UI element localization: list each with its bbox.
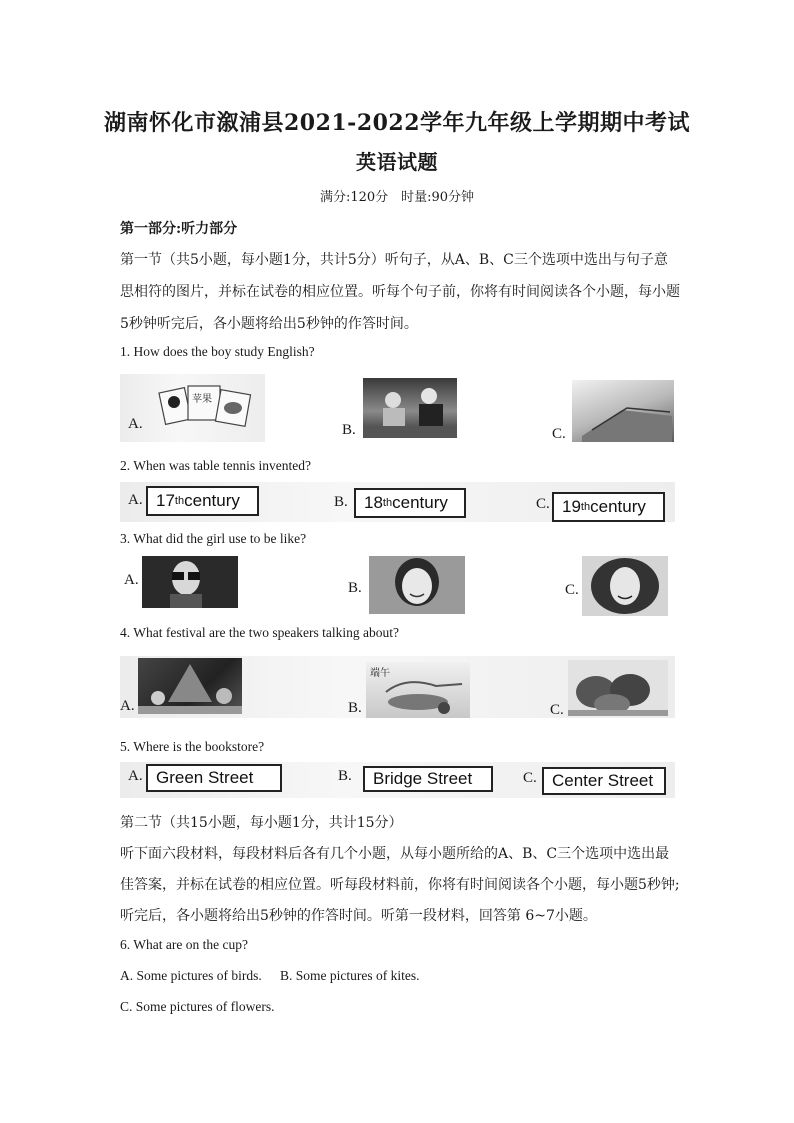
flashcard-word: 苹果 — [192, 394, 212, 405]
girl-short-hair-photo[interactable] — [369, 556, 465, 614]
question-1-options — [120, 372, 675, 444]
question-1: 1. How does the boy study English? — [120, 344, 315, 359]
section2-line-2: 听下面六段材料，每段材料后各有几个小题，从每小题所给的A、B、C三个选项中选出最 — [120, 846, 670, 862]
q2-option-b-box[interactable]: 18 th century — [354, 488, 466, 518]
q2-option-b-label: B. — [334, 494, 348, 510]
q5-option-a-label: A. — [128, 768, 143, 784]
q5-option-c-label: C. — [523, 770, 537, 786]
q5-option-a-box[interactable]: Green Street — [146, 764, 282, 792]
q5-option-c-box[interactable]: Center Street — [542, 767, 666, 795]
q2-option-a-box[interactable]: 17 th century — [146, 486, 259, 516]
q3-option-b-label: B. — [348, 580, 362, 596]
question-2-options — [120, 482, 675, 522]
q2-option-c-box[interactable]: 19 th century — [552, 492, 665, 522]
flashcards-image[interactable] — [158, 380, 258, 432]
q4-option-b-label: B. — [348, 700, 362, 716]
question-3-options — [120, 554, 675, 616]
q1-option-c-label: C. — [552, 426, 566, 442]
section2-line-1: 第二节（共15小题，每小题1分，共计15分） — [120, 815, 403, 831]
question-4: 4. What festival are the two speakers talking about? — [120, 625, 400, 640]
book-photo[interactable] — [572, 380, 674, 442]
question-5: 5. Where is the bookstore? — [120, 739, 265, 754]
dragon-boat-image[interactable] — [366, 662, 470, 718]
q3-option-c-label: C. — [565, 582, 579, 598]
classroom-photo[interactable] — [363, 378, 457, 438]
q3-option-a-label: A. — [124, 572, 139, 588]
question-5-options — [120, 762, 675, 798]
girl-glasses-photo[interactable] — [142, 556, 238, 608]
q6-option-b[interactable]: B. Some pictures of kites. — [280, 968, 420, 983]
mooncake-image[interactable] — [568, 660, 668, 716]
dragon-boat-word: 端午 — [370, 668, 390, 679]
q4-option-a-label: A. — [120, 698, 135, 714]
question-3: 3. What did the girl use to be like? — [120, 531, 307, 546]
question-4-options — [120, 654, 675, 720]
question-2: 2. When was table tennis invented? — [120, 458, 311, 473]
christmas-image[interactable] — [138, 658, 242, 714]
exam-subtitle: 英语试题 — [356, 150, 438, 174]
section2-line-3: 佳答案，并标在试卷的相应位置。听每段材料前，你将有时间阅读各个小题，每小题5秒钟; — [120, 877, 680, 893]
exam-title: 湖南怀化市溆浦县2021-2022学年九年级上学期期中考试 — [103, 110, 691, 136]
question-6: 6. What are on the cup? — [120, 937, 248, 952]
section1-line-3: 5秒钟听完后，各小题将给出5秒钟的作答时间。 — [120, 316, 418, 332]
q6-option-c[interactable]: C. Some pictures of flowers. — [120, 999, 275, 1014]
section2-line-4: 听完后，各小题将给出5秒钟的作答时间。听第一段材料，回答第 6~7小题。 — [120, 908, 597, 924]
girl-curly-hair-photo[interactable] — [582, 556, 668, 616]
q2-option-a-label: A. — [128, 492, 143, 508]
section1-line-1: 第一节（共5小题，每小题1分，共计5分）听句子，从A、B、C三个选项中选出与句子意 — [120, 252, 668, 268]
q5-option-b-box[interactable]: Bridge Street — [363, 766, 493, 792]
q1-option-b-label: B. — [342, 422, 356, 438]
q1-option-a-label: A. — [128, 416, 143, 432]
q2-option-c-label: C. — [536, 496, 550, 512]
q6-option-a[interactable]: A. Some pictures of birds. — [120, 968, 262, 983]
section1-line-2: 思相符的图片，并标在试卷的相应位置。听每个句子前，你将有时间阅读各个小题，每小题 — [120, 284, 680, 300]
q4-option-c-label: C. — [550, 702, 564, 718]
q5-option-b-label: B. — [338, 768, 352, 784]
part1-heading: 第一部分:听力部分 — [120, 221, 238, 237]
exam-meta: 满分:120分 时量:90分钟 — [319, 190, 475, 205]
